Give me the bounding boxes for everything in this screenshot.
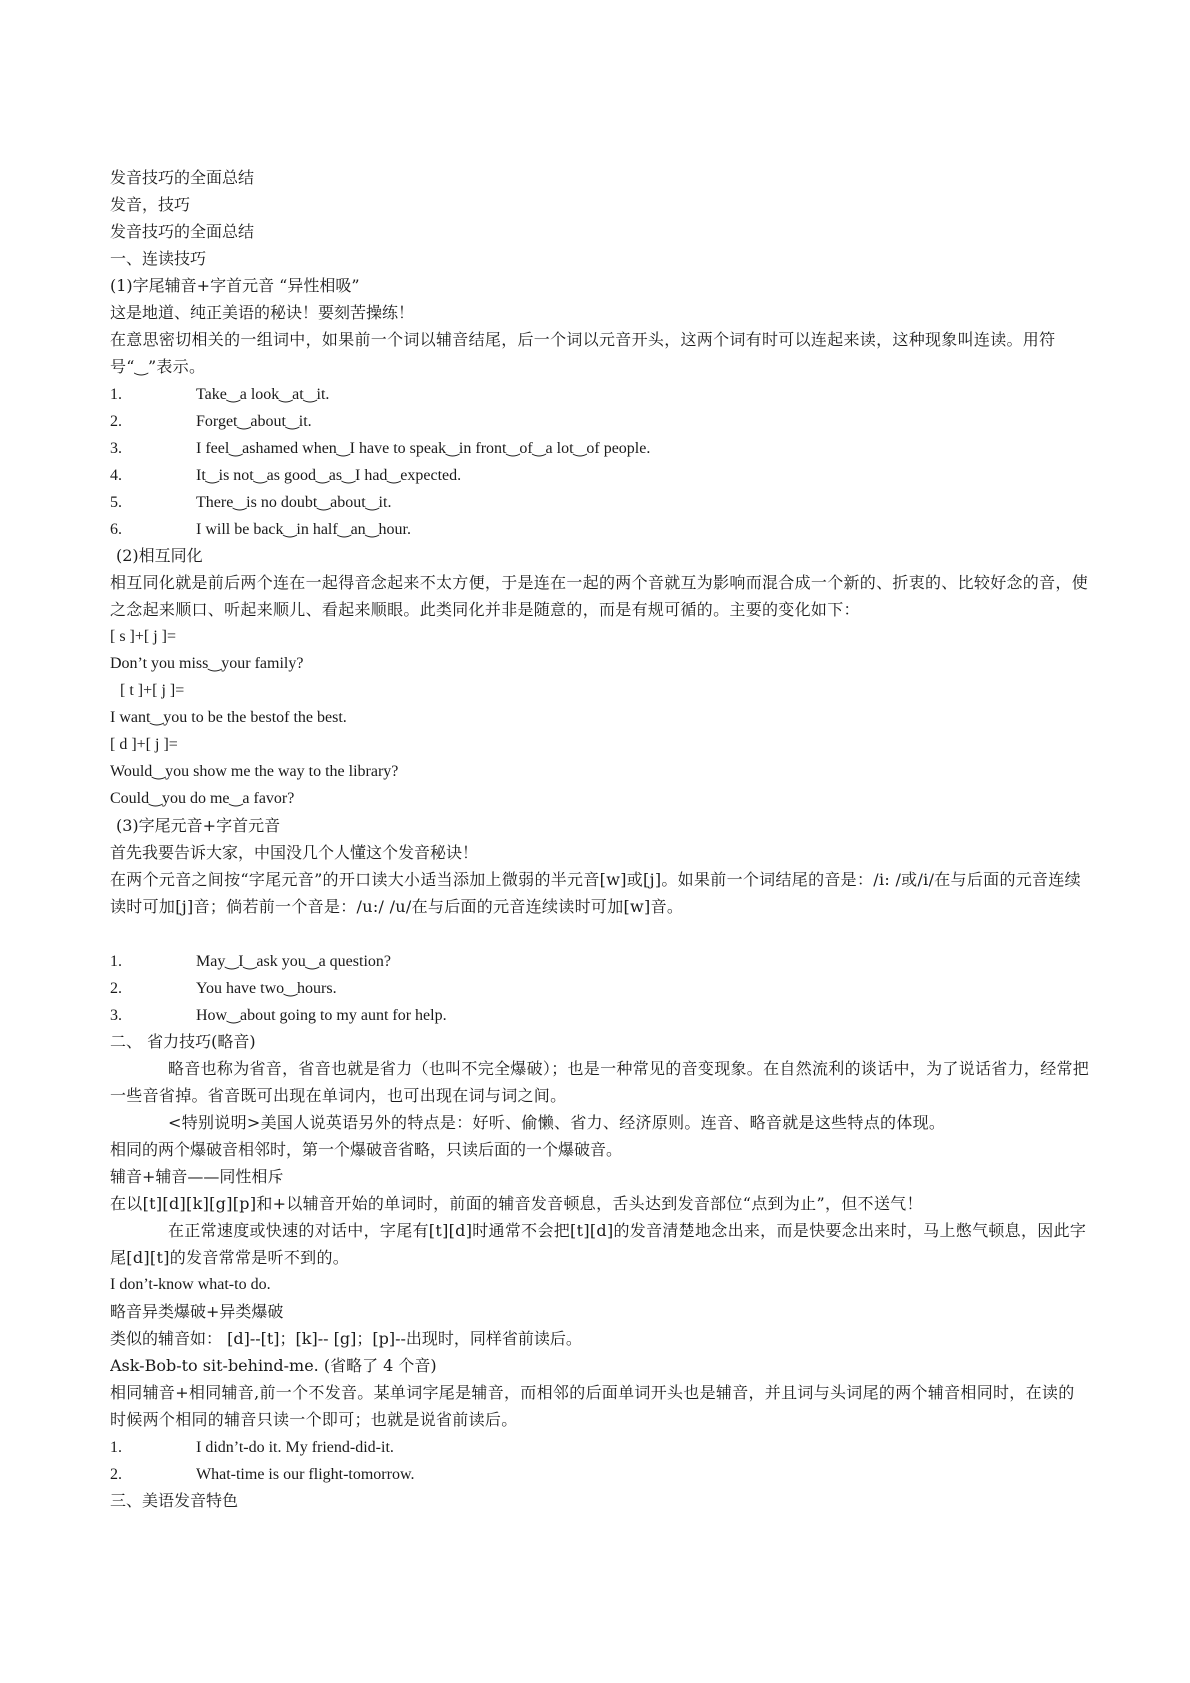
subsection-heading-vowel-vowel: (3)字尾元音+字首元音 bbox=[116, 816, 281, 835]
example-sentence: Take‿a look‿at‿it. bbox=[196, 386, 330, 403]
paragraph-liaison-definition: 在意思密切相关的一组词中，如果前一个词以辅音结尾，后一个词以元音开头，这两个词有时可以连起来读，这种现象叫连读。用符号“‿”表示。 bbox=[110, 330, 1056, 376]
example-sentence: I will be back‿in half‿an‿hour. bbox=[196, 521, 411, 538]
list-number: 1. bbox=[110, 386, 122, 403]
paragraph-final-td: 在正常速度或快速的对话中，字尾有[t][d]时通常不会把[t][d]的发音清楚地念出来，而是快要念出来时，马上憋气顿息，因此字尾[d][t]的发音常常是听不到的。 bbox=[110, 1221, 1087, 1267]
example-sentence: What-time is our flight-tomorrow. bbox=[196, 1466, 415, 1483]
list-item bbox=[110, 1460, 1090, 1487]
list-number: 2. bbox=[110, 980, 122, 997]
list-item bbox=[110, 407, 1090, 434]
rule-s-j: [ s ]+[ j ]= bbox=[110, 628, 177, 645]
example-sentence: It‿is not‿as good‿as‿I had‿expected. bbox=[196, 467, 462, 484]
example-sentence: How‿about going to my aunt for help. bbox=[196, 1007, 447, 1024]
example-sentence: Would‿you show me the way to the library? bbox=[110, 763, 399, 780]
tip-note: 这是地道、纯正美语的秘诀！要刻苦操练！ bbox=[110, 303, 415, 322]
example-sentence: Ask-Bob-to sit-behind-me. (省略了 4 个音) bbox=[110, 1356, 437, 1375]
tip-note: 首先我要告诉大家，中国没几个人懂这个发音秘诀！ bbox=[110, 843, 479, 862]
section-heading-liaison: 一、连读技巧 bbox=[110, 249, 207, 268]
list-item bbox=[110, 1433, 1090, 1460]
example-sentence: There‿is no doubt‿about‿it. bbox=[196, 494, 392, 511]
list-item bbox=[110, 1001, 1090, 1028]
list-number: 5. bbox=[110, 494, 122, 511]
paragraph-assimilation: 相互同化就是前后两个连在一起得音念起来不太方便，于是连在一起的两个音就互为影响而混合成一个新的、折衷的、比较好念的音，使之念起来顺口、听起来顺儿、看起来顺眼。此类同化并非是随意的，而是有规可循的。主要的变化如下： bbox=[110, 573, 1089, 619]
list-number: 2. bbox=[110, 1466, 122, 1483]
example-sentence: I don’t-know what-to do. bbox=[110, 1276, 271, 1293]
paragraph-plosive-pause: 在以[t][d][k][g][p]和+以辅音开始的单词时，前面的辅音发音顿息，舌头达到发音部位“点到为止”，但不送气！ bbox=[110, 1194, 923, 1213]
list-number: 1. bbox=[110, 1439, 122, 1456]
list-item bbox=[110, 434, 1090, 461]
example-sentence: You have two‿hours. bbox=[196, 980, 337, 997]
example-sentence: I feel‿ashamed when‿I have to speak‿in front‿of‿a lot‿of people. bbox=[196, 440, 651, 457]
document-body bbox=[110, 164, 1090, 1514]
paragraph-elision: 略音也称为省音，省音也就是省力（也叫不完全爆破）；也是一种常见的音变现象。在自然流利的谈话中，为了说话省力，经常把一些音省掉。省音既可出现在单词内，也可出现在词与词之间。 bbox=[110, 1059, 1090, 1105]
list-item bbox=[110, 947, 1090, 974]
example-sentence: I didn’t-do it. My friend-did-it. bbox=[196, 1439, 394, 1456]
document-title: 发音技巧的全面总结 bbox=[110, 168, 255, 187]
rule-consonant-consonant: 辅音+辅音——同性相斥 bbox=[110, 1167, 284, 1186]
rule-d-j: [ d ]+[ j ]= bbox=[110, 736, 178, 753]
list-item bbox=[110, 380, 1090, 407]
blank-line bbox=[110, 920, 1090, 947]
paragraph-special-note: <特别说明>美国人说英语另外的特点是：好听、偷懒、省力、经济原则。连音、略音就是这些特点的体现。 bbox=[168, 1113, 946, 1132]
example-sentence: May‿I‿ask you‿a question? bbox=[196, 953, 391, 970]
list-number: 4. bbox=[110, 467, 122, 484]
list-number: 1. bbox=[110, 953, 122, 970]
section-heading-elision: 二、 省力技巧(略音) bbox=[110, 1032, 256, 1051]
paragraph-semivowel: 在两个元音之间按“字尾元音”的开口读大小适当添加上微弱的半元音[w]或[j]。如果前一个词结尾的音是：/i: /或/i/在与后面的元音连续读时可加[j]音；倘若前一个音是：/u:/ /u/在与后面的元音连续读时可加[w]音。 bbox=[110, 870, 1081, 916]
list-number: 2. bbox=[110, 413, 122, 430]
subsection-heading-assimilation: (2)相互同化 bbox=[116, 546, 203, 565]
subsection-heading-consonant-vowel: (1)字尾辅音+字首元音 “异性相吸” bbox=[110, 276, 360, 295]
list-item bbox=[110, 461, 1090, 488]
list-number: 6. bbox=[110, 521, 122, 538]
list-number: 3. bbox=[110, 1007, 122, 1024]
document-heading: 发音技巧的全面总结 bbox=[110, 222, 255, 241]
list-item bbox=[110, 974, 1090, 1001]
list-item bbox=[110, 515, 1090, 542]
paragraph-similar-consonants: 类似的辅音如： [d]--[t]；[k]-- [g]；[p]--出现时，同样省前读后。 bbox=[110, 1329, 582, 1348]
rule-t-j: [ t ]+[ j ]= bbox=[120, 682, 185, 699]
paragraph-plosive-rule: 相同的两个爆破音相邻时，第一个爆破音省略，只读后面的一个爆破音。 bbox=[110, 1140, 623, 1159]
paragraph-same-consonants: 相同辅音+相同辅音,前一个不发音。某单词字尾是辅音，而相邻的后面单词开头也是辅音，并且词与头词尾的两个辅音相同时，在读的时候两个相同的辅音只读一个即可；也就是说省前读后。 bbox=[110, 1383, 1075, 1429]
example-sentence: Could‿you do me‿a favor? bbox=[110, 790, 295, 807]
rule-heterogeneous-plosion: 略音异类爆破+异类爆破 bbox=[110, 1302, 284, 1321]
list-item bbox=[110, 488, 1090, 515]
example-sentence: I want‿you to be the bestof the best. bbox=[110, 709, 347, 726]
section-heading-american-features: 三、美语发音特色 bbox=[110, 1491, 239, 1510]
keywords: 发音，技巧 bbox=[110, 195, 191, 214]
list-number: 3. bbox=[110, 440, 122, 457]
example-sentence: Forget‿about‿it. bbox=[196, 413, 312, 430]
example-sentence: Don’t you miss‿your family? bbox=[110, 655, 304, 672]
